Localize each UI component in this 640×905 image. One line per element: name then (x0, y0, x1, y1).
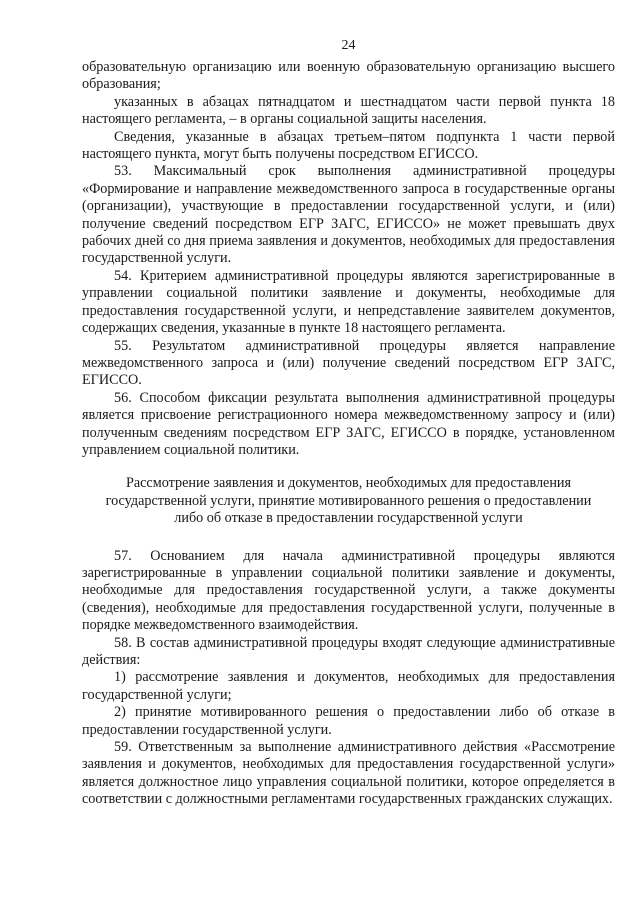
page-number: 24 (341, 38, 356, 53)
paragraph-56: 56. Способом фиксации результата выполнения административной процедуры является присвоение регистрационного номера межведомственному запросу и (или) полученным сведениям посредством ЕГР ЗАГС, ЕГИССО в порядке, установленном управлением социальной политики. (82, 389, 615, 458)
paragraph-58-item-2: 2) принятие мотивированного решения о предоставлении либо об отказе в предоставлении государственной услуги. (82, 704, 615, 738)
paragraph-53: 53. Максимальный срок выполнения административной процедуры «Формирование и направление межведомственного запроса в государственные органы (организации), участвующие в предоставлении государственной услуги, и (или) получение сведений посредством ЕГР ЗАГС, ЕГИССО» не может превышать двух рабочих дней со дня приема заявления и документов, необходимых для предоставления государственной услуги. (82, 163, 615, 267)
paragraph-55: 55. Результатом административной процедуры является направление межведомственного запроса и (или) получение сведений посредством ЕГР ЗАГС, ЕГИССО. (82, 337, 615, 389)
paragraph-58-item-1: 1) рассмотрение заявления и документов, необходимых для предоставления государственной услуги; (82, 669, 615, 703)
paragraph-58: 58. В состав административной процедуры входят следующие административные действия: (82, 634, 615, 668)
paragraph-continuation: образовательную организацию или военную образовательную организацию высшего образования; (82, 59, 615, 93)
paragraph-57: 57. Основанием для начала административной процедуры являются зарегистрированные в управлении социальной политики заявление и документы, необходимые для предоставления государственной услуги, а также документы (сведения), необходимые для предоставления государственной услуги, полученные в порядке межведомственного взаимодействия. (82, 547, 615, 634)
paragraph-egisso-info: Сведения, указанные в абзацах третьем–пятом подпункта 1 части первой настоящего пункта, могут быть получены посредством ЕГИССО. (82, 128, 615, 163)
paragraph-social-protection: указанных в абзацах пятнадцатом и шестнадцатом части первой пункта 18 настоящего регламента, – в органы социальной защиты населения. (82, 93, 615, 128)
paragraph-54: 54. Критерием административной процедуры являются зарегистрированные в управлении социальной политики заявление и документы, необходимые для предоставления государственной услуги, и непредставление заявителем документов, содержащих сведения, указанные в пункте 18 настоящего регламента. (82, 267, 615, 337)
paragraph-59: 59. Ответственным за выполнение административного действия «Рассмотрение заявления и документов, необходимых для предоставления государственной услуги» является должностное лицо управления социальной политики, которое определяется в соответствии с должностными регламентами государственных гражданских служащих. (82, 739, 615, 808)
section-title: Рассмотрение заявления и документов, необходимых для предоставления государственной услуги, принятие мотивированного решения о предоставлении либо об отказе в предоставлении государственной услуги (105, 475, 592, 527)
